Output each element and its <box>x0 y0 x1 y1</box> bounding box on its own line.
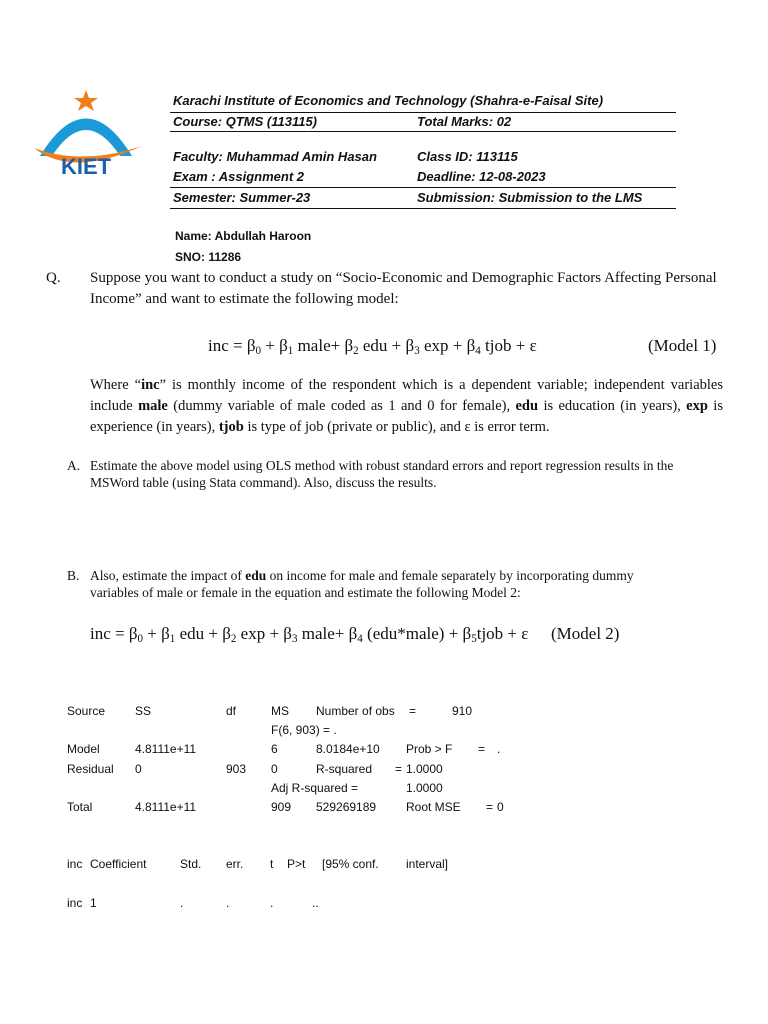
stata-ss-header: SS <box>135 704 152 718</box>
stata-prob-f-eq: = <box>478 742 486 756</box>
stata-residual-ms: 0 <box>271 762 278 776</box>
stata-model-ms: 8.0184e+10 <box>316 742 380 756</box>
model1-equation: inc = $\beta_0 + \beta_1$ male+ $\beta_2$ edu + $\beta_3$ $\exp + \beta_4$ tjob + ε <box>208 336 537 357</box>
stata-adj-rsq-value: 1.0000 <box>406 781 443 795</box>
header-rule-2 <box>170 131 676 132</box>
stata-root-mse-eq: = <box>486 800 494 814</box>
part-b-marker: B. <box>67 568 80 583</box>
exam: Exam : Assignment 2 <box>173 169 305 184</box>
stata-residual-label: Residual <box>67 762 114 776</box>
stata-prob-f-label: Prob > F <box>406 742 453 756</box>
deadline: Deadline: 12-08-2023 <box>417 169 546 184</box>
kiet-logo <box>22 86 152 186</box>
stata-coef-row-c2: . <box>226 896 230 910</box>
course: Course: QTMS (113115) <box>173 114 318 129</box>
stata-adj-rsq-label: Adj R-squared = <box>271 781 359 795</box>
stata-total-label: Total <box>67 800 93 814</box>
stata-nobs-label: Number of obs <box>316 704 395 718</box>
stata-nobs-eq: = <box>409 704 417 718</box>
where-paragraph: Where “inc” is monthly income of the respondent which is a dependent variable; independent variables include male (dummy variable of male coded as 1 and 0 for female), edu is education (in years), exp is experience (in years), tjob is type of job (private or public), and ε is error term. <box>90 377 723 435</box>
submission: Submission: Submission to the LMS <box>417 190 643 205</box>
stata-coef-row-value: 1 <box>90 896 97 910</box>
stata-total-df: 909 <box>271 800 292 814</box>
logo-text: KIET <box>60 154 112 179</box>
stata-coef-row-c4: .. <box>312 896 319 910</box>
stata-model-df: 6 <box>271 742 278 756</box>
header-rule-3 <box>170 187 676 188</box>
stata-rsq-eq: = <box>395 762 403 776</box>
stata-std-header: Std. <box>180 857 202 871</box>
stata-err-header: err. <box>226 857 244 871</box>
header-rule-top <box>170 112 676 113</box>
institute-name: Karachi Institute of Economics and Technology (Shahra-e-Faisal Site) <box>173 93 604 108</box>
part-b-line1: Also, estimate the impact of edu on income for male and female separately by incorporating dummy <box>90 568 634 583</box>
total-marks: Total Marks: 02 <box>417 114 512 129</box>
stata-p-header: P>t <box>287 857 306 871</box>
part-a-line2: MSWord table (using Stata command). Also, discuss the results. <box>90 475 437 490</box>
question-intro-line2: Income” and want to estimate the following model: <box>90 291 399 307</box>
model2-label: (Model 2) <box>551 624 620 643</box>
stata-coef-row-c3: . <box>270 896 274 910</box>
stata-f-stat: F(6, 903) = . <box>271 723 337 737</box>
question-marker: Q. <box>46 270 61 286</box>
stata-nobs-value: 910 <box>452 704 473 718</box>
stata-residual-ss: 0 <box>135 762 142 776</box>
faculty: Faculty: Muhammad Amin Hasan <box>173 149 377 164</box>
stata-residual-df: 903 <box>226 762 247 776</box>
stata-t-header: t <box>270 857 274 871</box>
part-b-line2: variables of male or female in the equation and estimate the following Model 2: <box>90 585 521 600</box>
student-name: Name: Abdullah Haroon <box>175 229 312 243</box>
stata-model-label: Model <box>67 742 100 756</box>
stata-root-mse-label: Root MSE <box>406 800 461 814</box>
semester: Semester: Summer-23 <box>173 190 311 205</box>
stata-ms-header: MS <box>271 704 289 718</box>
class-id: Class ID: 113115 <box>417 149 518 164</box>
stata-root-mse-value: 0 <box>497 800 504 814</box>
header-rule-bottom <box>170 208 676 209</box>
part-a-marker: A. <box>67 458 81 473</box>
stata-rsq-value: 1.0000 <box>406 762 443 776</box>
stata-coef-header: Coefficient <box>90 857 147 871</box>
part-a-line1: Estimate the above model using OLS method with robust standard errors and report regression results in the <box>90 458 674 473</box>
stata-df-header: df <box>226 704 237 718</box>
stata-coef-row-c1: . <box>180 896 184 910</box>
stata-interval-header: interval] <box>406 857 449 871</box>
stata-source-header: Source <box>67 704 106 718</box>
stata-total-ss: 4.8111e+11 <box>135 800 197 814</box>
stata-ci-header: [95% conf. <box>322 857 379 871</box>
stata-coef-row-var: inc <box>67 896 83 910</box>
model2-equation: inc = $\beta_0 + \beta_1$ edu + $\beta_2$ $\exp + \beta_3$ male+ $\beta_4$ (edu*male) + $\beta_5tjob + \varepsilon$ <box>90 624 529 645</box>
question-intro-line1: Suppose you want to conduct a study on “Socio-Economic and Demographic Factors Affecting Personal <box>90 270 717 286</box>
model1-label: (Model 1) <box>648 336 717 355</box>
stata-model-ss: 4.8111e+11 <box>135 742 197 756</box>
stata-rsq-label: R-squared <box>316 762 373 776</box>
stata-total-ms: 529269189 <box>316 800 377 814</box>
student-sno: SNO: 11286 <box>175 250 242 264</box>
stata-coef-var-header: inc <box>67 857 83 871</box>
stata-prob-f-value: . <box>497 742 501 756</box>
